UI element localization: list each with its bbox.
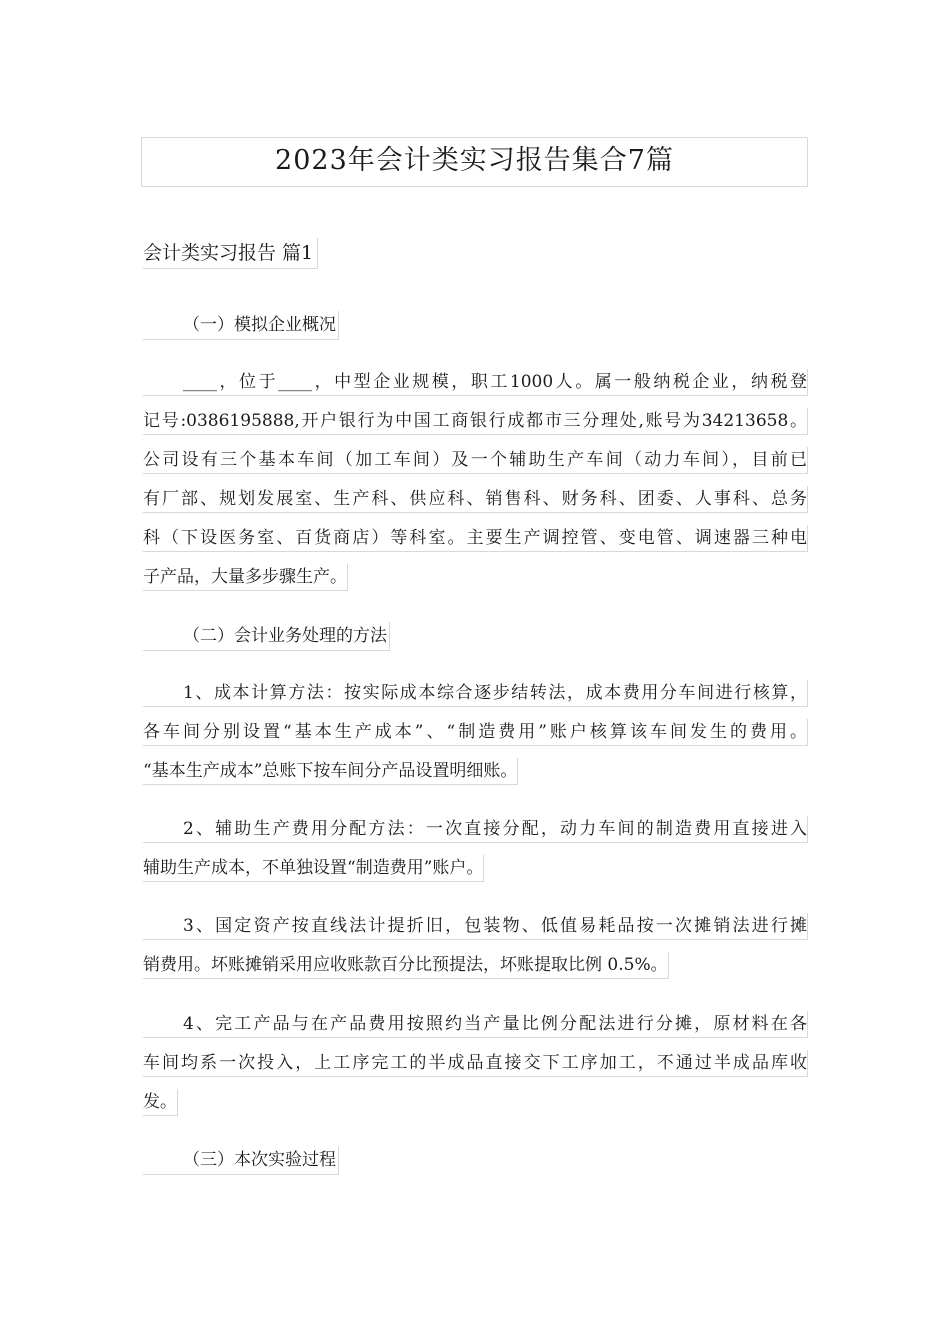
document-title: 2023年会计类实习报告集合7篇: [141, 137, 808, 187]
paragraph-line: 4、完工产品与在产品费用按照约当产量比例分配法进行分摊，原材料在各: [143, 1011, 808, 1038]
paragraph-cost-calculation: [143, 680, 807, 797]
paragraph-line: 发。: [143, 1089, 178, 1116]
heading-experiment-process: （三）本次实验过程: [143, 1146, 339, 1175]
paragraph-line: 1、成本计算方法：按实际成本综合逐步结转法，成本费用分车间进行核算，: [143, 680, 808, 707]
paragraph-line: 辅助生产成本，不单独设置“制造费用”账户。: [143, 855, 484, 882]
paragraph-line: 公司设有三个基本车间（加工车间）及一个辅助生产车间（动力车间），目前已: [143, 447, 808, 474]
paragraph-line: 销费用。坏账摊销采用应收账款百分比预提法，坏账提取比例 0.5%。: [143, 952, 669, 979]
paragraph-line: 车间均系一次投入，上工序完工的半成品直接交下工序加工，不通过半成品库收: [143, 1050, 808, 1077]
paragraph-line: ____，位于____，中型企业规模，职工1000人。属一般纳税企业，纳税登: [143, 369, 808, 396]
section-title: 会计类实习报告 篇1: [143, 238, 318, 269]
paragraph-line: 各车间分别设置“基本生产成本”、“制造费用”账户核算该车间发生的费用。: [143, 719, 808, 746]
paragraph-cost-allocation: [143, 1011, 807, 1128]
paragraph-auxiliary-cost: [143, 816, 807, 894]
paragraph-line: 有厂部、规划发展室、生产科、供应科、销售科、财务科、团委、人事科、总务: [143, 486, 808, 513]
paragraph-line: “基本生产成本”总账下按车间分产品设置明细账。: [143, 758, 518, 785]
paragraph-line: 子产品，大量多步骤生产。: [143, 564, 348, 591]
heading-accounting-methods: （二）会计业务处理的方法: [143, 622, 390, 651]
paragraph-line: 2、辅助生产费用分配方法：一次直接分配，动力车间的制造费用直接进入: [143, 816, 808, 843]
paragraph-line: 记号:0386195888,开户银行为中国工商银行成都市三分理处,账号为34213658。: [143, 408, 808, 435]
paragraph-enterprise-overview: [143, 369, 807, 603]
heading-enterprise-overview: （一）模拟企业概况: [143, 311, 339, 340]
paragraph-line: 3、国定资产按直线法计提折旧，包装物、低值易耗品按一次摊销法进行摊: [143, 913, 808, 940]
paragraph-depreciation: [143, 913, 807, 991]
paragraph-line: 科（下设医务室、百货商店）等科室。主要生产调控管、变电管、调速器三种电: [143, 525, 808, 552]
